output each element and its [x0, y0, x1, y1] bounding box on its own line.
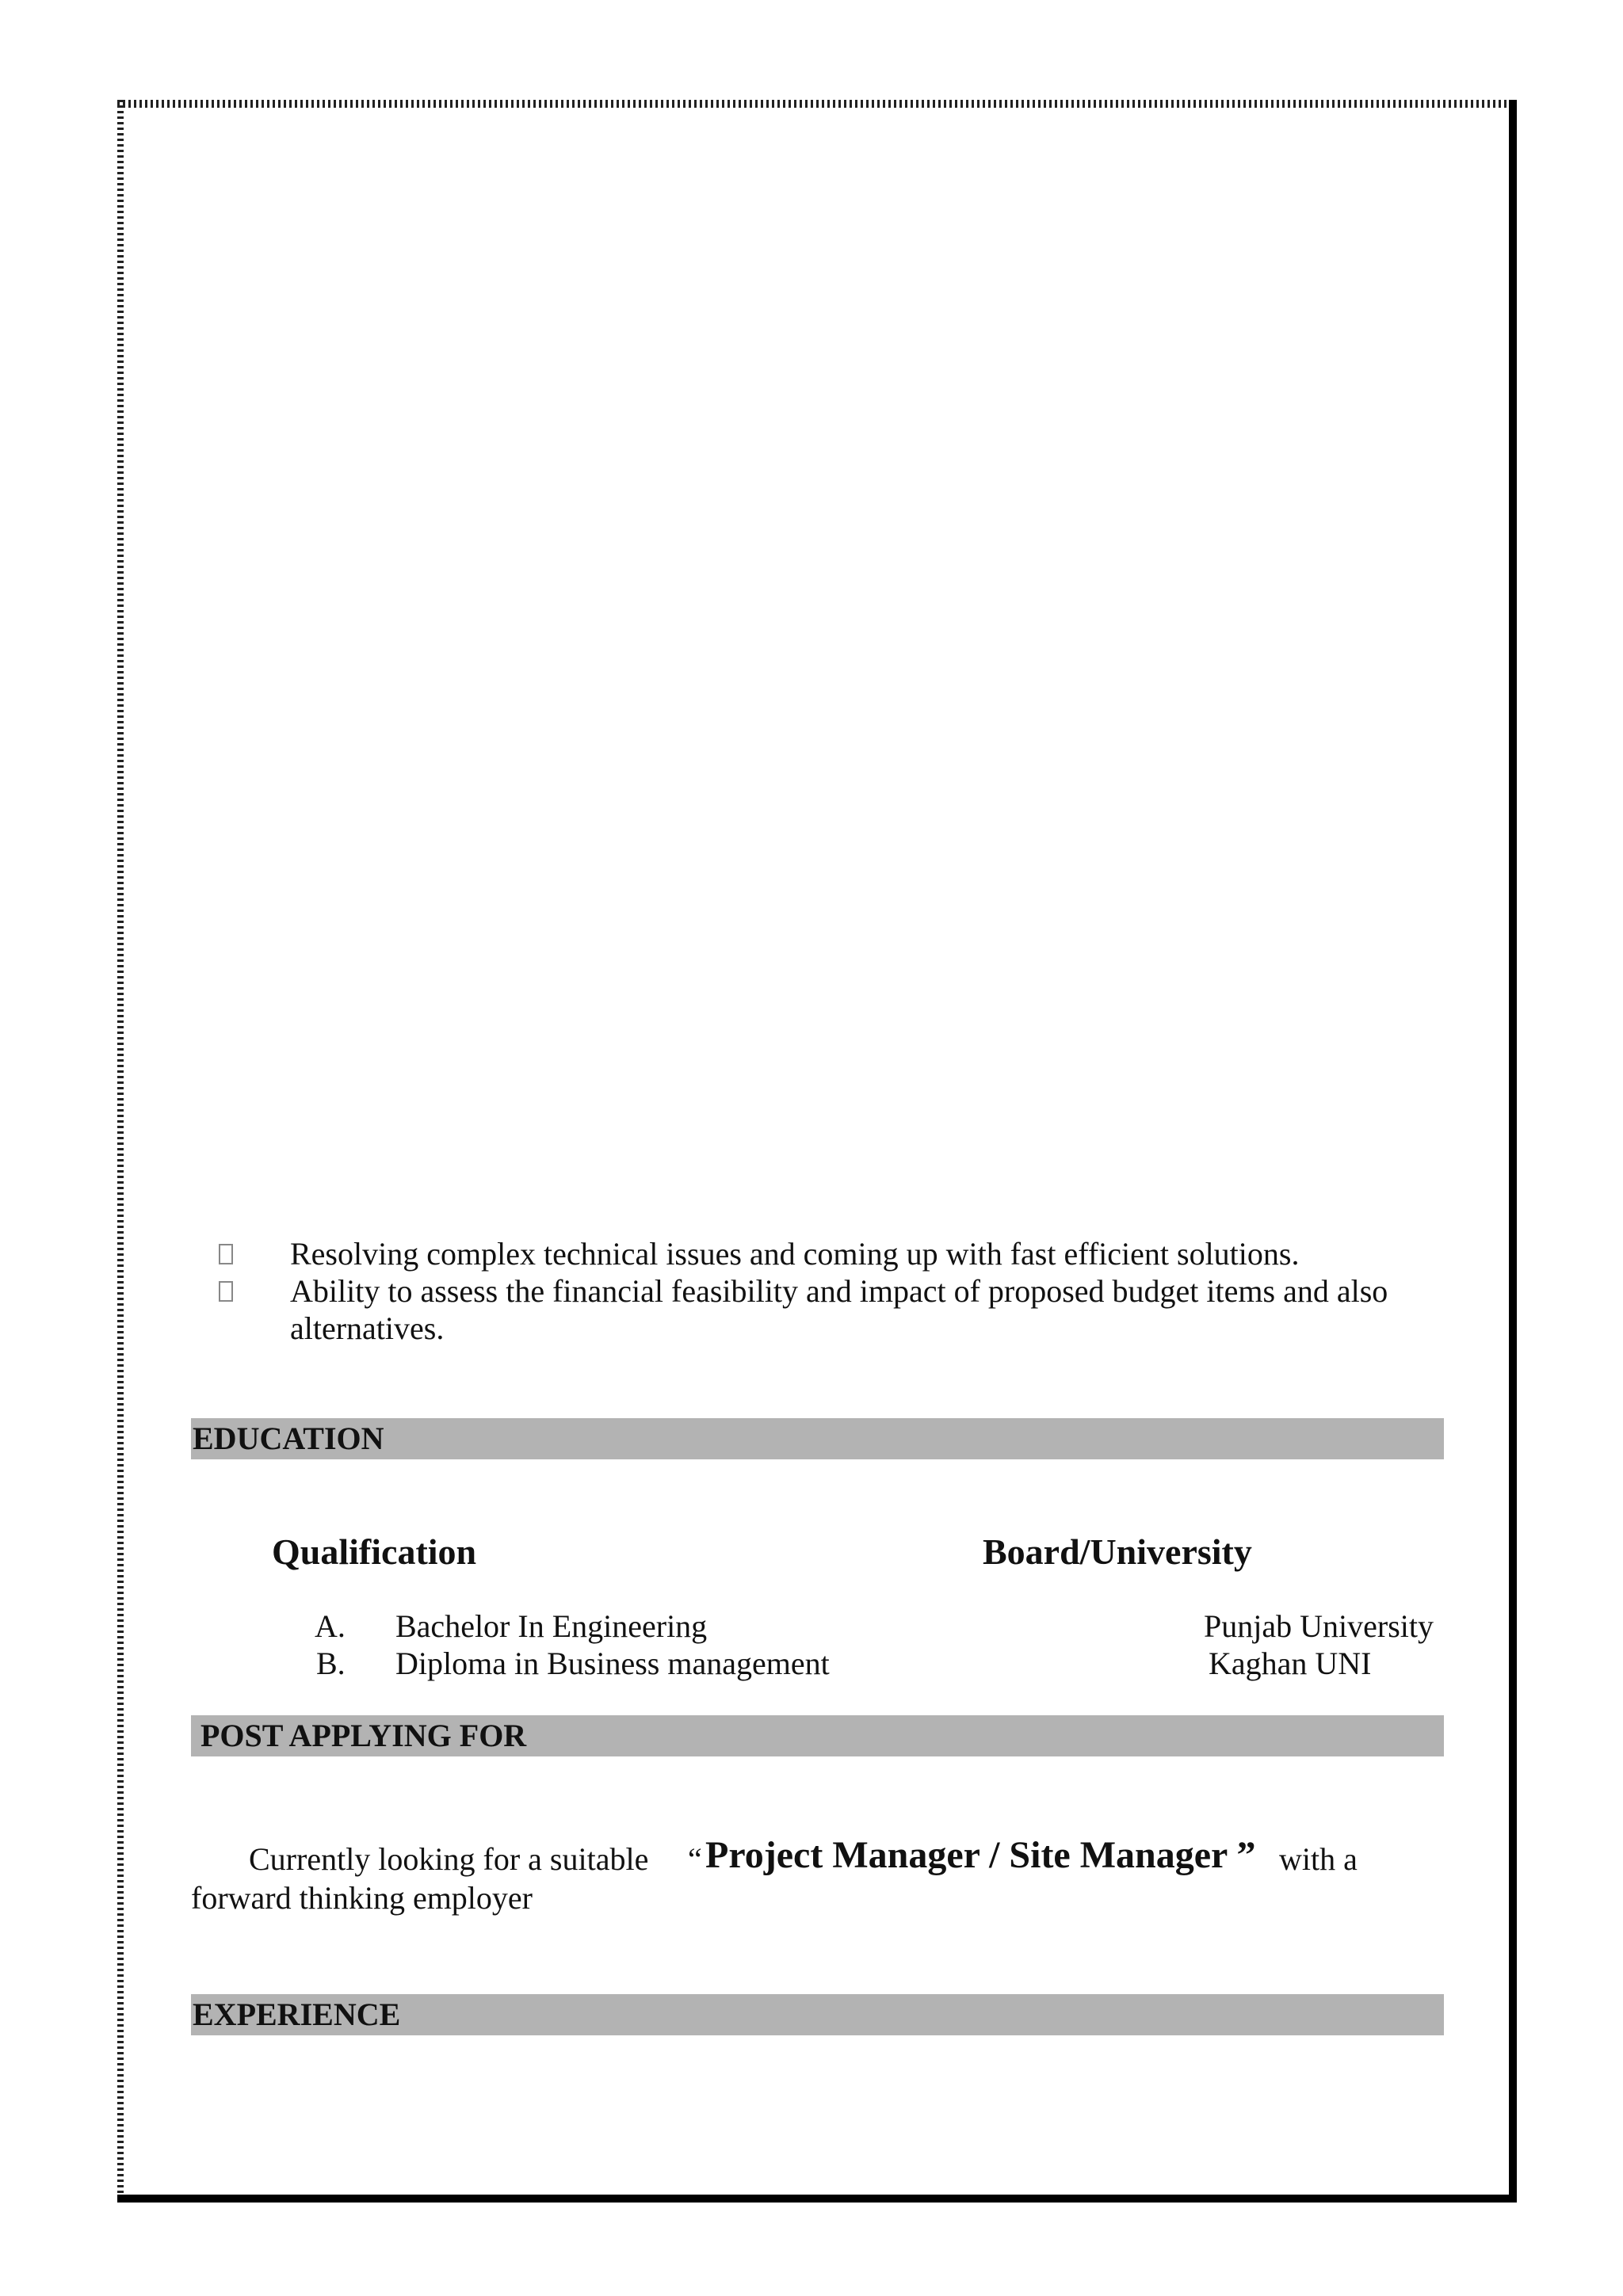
board-column-header: Board/University	[983, 1531, 1252, 1572]
skill-item-continuation: alternatives.	[290, 1310, 445, 1346]
post-line-suffix: with a	[1279, 1841, 1358, 1877]
post-heading: POST APPLYING FOR	[200, 1718, 527, 1753]
education-row-board: Kaghan UNI	[1209, 1646, 1372, 1681]
page-border-top	[117, 100, 1514, 108]
skill-item: Ability to assess the financial feasibility and impact of proposed budget items and also	[290, 1273, 1388, 1309]
skill-item: Resolving complex technical issues and coming up with fast efficient solutions.	[290, 1236, 1300, 1272]
page-border-bottom	[117, 2195, 1517, 2203]
post-open-quote: “	[688, 1841, 702, 1877]
education-row-marker: B.	[316, 1646, 346, 1681]
education-row-qualification: Bachelor In Engineering	[395, 1608, 708, 1644]
post-role-title: Project Manager / Site Manager ”	[705, 1834, 1256, 1876]
education-section-bar	[191, 1418, 1444, 1459]
bullet-icon	[219, 1281, 233, 1302]
bullet-icon	[219, 1244, 233, 1264]
experience-section-bar	[191, 1994, 1444, 2035]
page-border-right	[1509, 100, 1517, 2203]
experience-heading: EXPERIENCE	[193, 1997, 401, 2032]
qualification-column-header: Qualification	[272, 1531, 477, 1572]
post-section-bar	[191, 1715, 1444, 1756]
page-border-left	[117, 100, 124, 2199]
education-heading: EDUCATION	[193, 1421, 384, 1456]
post-line-continuation: forward thinking employer	[191, 1880, 533, 1916]
education-row-marker: A.	[315, 1608, 346, 1644]
post-line-prefix: Currently looking for a suitable	[249, 1841, 649, 1877]
education-row-qualification: Diploma in Business management	[395, 1646, 830, 1681]
education-row-board: Punjab University	[1204, 1608, 1434, 1644]
